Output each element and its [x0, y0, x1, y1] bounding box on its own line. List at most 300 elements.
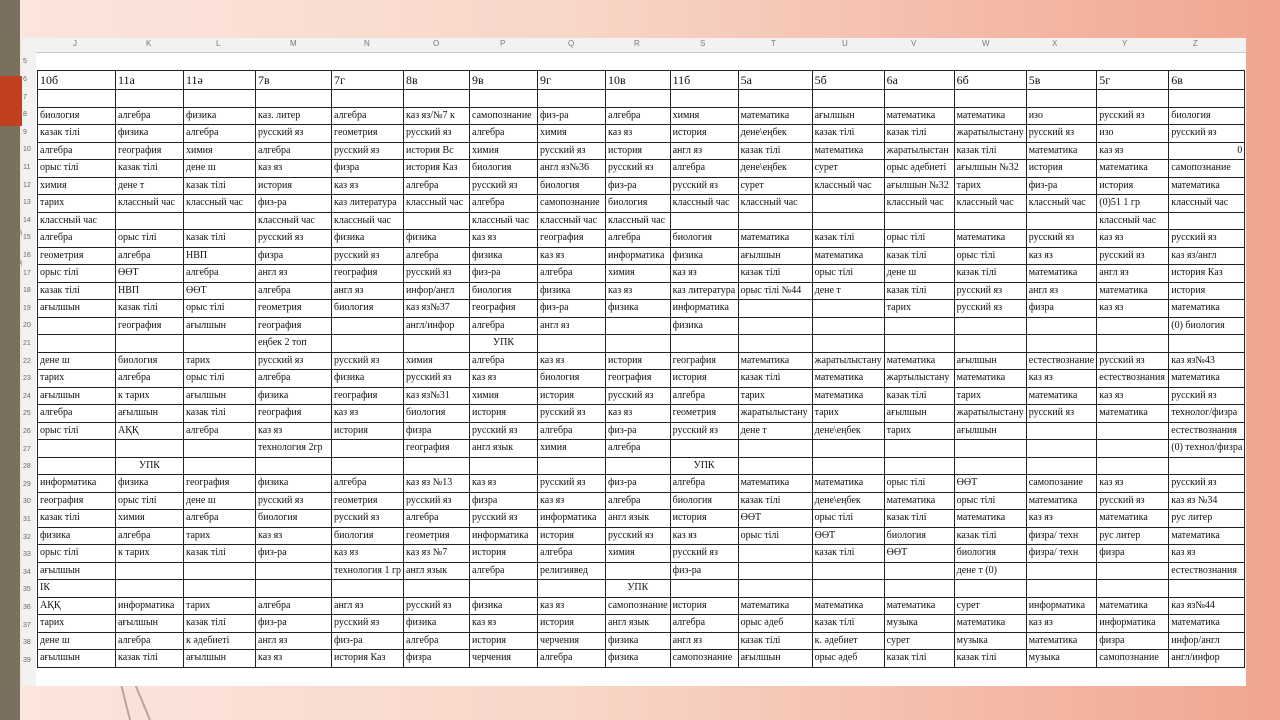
table-cell: физ-ра	[670, 562, 738, 580]
table-cell	[332, 440, 404, 458]
table-cell: история	[670, 597, 738, 615]
table-cell: черчения	[470, 650, 538, 668]
table-cell: геометрия	[332, 492, 404, 510]
table-cell: биология	[256, 510, 332, 528]
table-cell: классный час	[884, 195, 954, 213]
table-cell: дене т (0)	[954, 562, 1026, 580]
table-row	[38, 160, 1245, 178]
table-cell: англ яз	[332, 597, 404, 615]
table-cell: история	[606, 142, 671, 160]
table-row	[38, 632, 1245, 650]
table-cell: каз яз	[256, 422, 332, 440]
column-letter-U: U	[842, 39, 848, 48]
table-cell: алгебра	[38, 230, 116, 248]
table-cell: физика	[256, 387, 332, 405]
table-cell: казак тілі	[738, 632, 812, 650]
table-cell: география	[606, 370, 671, 388]
table-cell: каз яз	[256, 650, 332, 668]
table-cell: физра/ техн	[1026, 527, 1097, 545]
row-number: 22	[23, 357, 31, 365]
table-cell: математика	[812, 475, 884, 493]
table-cell	[1026, 335, 1097, 353]
table-cell: физра	[256, 247, 332, 265]
table-cell: физика	[404, 615, 470, 633]
table-cell: рус литер	[1097, 527, 1169, 545]
table-cell: англ язык	[404, 562, 470, 580]
table-cell: ӨӨТ	[884, 545, 954, 563]
table-cell: АҚҚ	[38, 597, 116, 615]
table-cell: музыка	[884, 615, 954, 633]
table-cell: классный час	[670, 195, 738, 213]
table-cell	[184, 457, 256, 475]
table-cell	[812, 212, 884, 230]
table-cell: история	[470, 632, 538, 650]
table-cell: информатика	[538, 510, 606, 528]
table-cell	[812, 440, 884, 458]
table-cell: англ/инфор	[1169, 650, 1245, 668]
table-cell	[670, 212, 738, 230]
table-cell: история	[1026, 160, 1097, 178]
table-cell: к тарих	[116, 387, 184, 405]
table-cell: классный час	[738, 195, 812, 213]
table-cell: русский яз	[332, 510, 404, 528]
table-cell: русский яз	[1097, 107, 1169, 125]
table-cell: каз. литер	[256, 107, 332, 125]
table-row	[38, 527, 1245, 545]
table-cell: алгебра	[606, 440, 671, 458]
column-letter-Z: Z	[1193, 39, 1198, 48]
table-cell: каз яз№43	[1169, 352, 1245, 370]
table-cell: русский яз	[954, 300, 1026, 318]
table-cell: технолог/физра	[1169, 405, 1245, 423]
table-cell: ағылшын	[184, 387, 256, 405]
table-cell: русский яз	[1026, 405, 1097, 423]
table-cell	[1097, 422, 1169, 440]
table-cell	[738, 212, 812, 230]
class-header-row	[38, 71, 1245, 90]
table-cell: химия	[606, 545, 671, 563]
table-cell: тарих	[884, 300, 954, 318]
table-cell: орыс тілі	[812, 265, 884, 283]
table-cell: русский яз	[1097, 352, 1169, 370]
column-letter-L: L	[216, 39, 221, 48]
table-cell: жаратылыстану	[954, 405, 1026, 423]
table-cell: сурет	[738, 177, 812, 195]
table-cell: каз яз/№7 к	[404, 107, 470, 125]
row-number: 6	[23, 76, 27, 83]
table-cell	[954, 457, 1026, 475]
table-cell: рус литер	[1169, 510, 1245, 528]
table-cell	[404, 335, 470, 353]
table-cell: ІК	[38, 580, 116, 598]
table-cell: русский яз	[470, 422, 538, 440]
table-cell: ӨӨТ	[954, 475, 1026, 493]
table-cell: англ язык	[606, 615, 671, 633]
table-cell: каз яз	[1026, 247, 1097, 265]
table-cell: казак тілі	[954, 265, 1026, 283]
table-cell: физ-ра	[470, 265, 538, 283]
table-cell	[884, 580, 954, 598]
table-cell: ағылшын	[884, 405, 954, 423]
class-header-cell: 7г	[332, 71, 404, 90]
table-cell: каз яз	[670, 527, 738, 545]
column-header-bar	[22, 38, 1246, 53]
table-cell: физ-ра	[256, 195, 332, 213]
table-cell	[1097, 580, 1169, 598]
table-cell: математика	[738, 230, 812, 248]
table-cell	[1026, 212, 1097, 230]
table-cell: физика	[470, 597, 538, 615]
table-cell: алгебра	[538, 545, 606, 563]
row-number: 29	[23, 480, 31, 488]
empty-cell	[116, 90, 184, 108]
table-cell: естествознания	[1097, 370, 1169, 388]
table-cell: каз яз	[538, 352, 606, 370]
table-row	[38, 475, 1245, 493]
table-cell: казак тілі	[738, 370, 812, 388]
table-cell: религиявед	[538, 562, 606, 580]
table-cell: физика	[470, 247, 538, 265]
table-cell: орыс тілі	[738, 527, 812, 545]
table-cell: тарих	[38, 615, 116, 633]
table-cell: физика	[606, 650, 671, 668]
table-cell: тарих	[38, 370, 116, 388]
table-cell: еңбек 2 топ	[256, 335, 332, 353]
table-cell: дене ш	[38, 352, 116, 370]
table-cell	[738, 545, 812, 563]
table-cell: алгебра	[38, 405, 116, 423]
table-cell: классный час	[470, 212, 538, 230]
empty-cell	[606, 90, 671, 108]
table-cell: алгебра	[184, 125, 256, 143]
table-cell: биология	[954, 545, 1026, 563]
row-number: 25	[23, 410, 31, 418]
table-cell: ӨӨТ	[738, 510, 812, 528]
empty-cell	[670, 90, 738, 108]
table-cell: биология	[470, 282, 538, 300]
table-cell: англ яз	[256, 632, 332, 650]
table-cell: химия	[470, 142, 538, 160]
table-cell: каз яз	[332, 405, 404, 423]
table-cell: физра	[1026, 300, 1097, 318]
table-cell: история	[256, 177, 332, 195]
table-cell: музыка	[1026, 650, 1097, 668]
table-cell: казак тілі	[116, 300, 184, 318]
table-cell: математика	[812, 370, 884, 388]
table-cell: физра	[404, 650, 470, 668]
table-cell: биология	[538, 177, 606, 195]
table-cell: ағылшын	[116, 405, 184, 423]
table-cell: каз яз	[1097, 387, 1169, 405]
table-cell: каз яз№31	[404, 387, 470, 405]
table-cell: казак тілі	[38, 510, 116, 528]
table-cell	[1026, 317, 1097, 335]
table-cell	[738, 335, 812, 353]
table-cell: алгебра	[184, 510, 256, 528]
table-cell	[332, 457, 404, 475]
table-cell: алгебра	[670, 475, 738, 493]
table-cell: алгебра	[538, 650, 606, 668]
table-cell	[1169, 212, 1245, 230]
table-cell: алгебра	[538, 422, 606, 440]
table-cell: математика	[1097, 282, 1169, 300]
table-cell: казак тілі	[812, 230, 884, 248]
table-row	[38, 422, 1245, 440]
table-cell: физика	[256, 475, 332, 493]
table-cell: англ язык	[606, 510, 671, 528]
table-cell: НВП	[116, 282, 184, 300]
row-number: 26	[23, 428, 31, 435]
table-cell	[404, 212, 470, 230]
table-cell: орыс тілі	[116, 230, 184, 248]
table-cell: физ-ра	[606, 422, 671, 440]
table-cell: казак тілі	[38, 125, 116, 143]
column-letter-N: N	[364, 39, 370, 48]
table-cell: ӨӨТ	[116, 265, 184, 283]
table-cell: алгебра	[184, 265, 256, 283]
table-cell: физра	[332, 160, 404, 178]
column-letter-P: P	[500, 39, 506, 48]
table-cell: казак тілі	[884, 510, 954, 528]
table-cell	[606, 335, 671, 353]
table-cell: дене\еңбек	[812, 422, 884, 440]
class-header-cell: 5в	[1026, 71, 1097, 90]
table-cell: дене\еңбек	[812, 492, 884, 510]
table-cell	[256, 457, 332, 475]
table-cell	[1097, 317, 1169, 335]
table-cell: география	[670, 352, 738, 370]
table-cell: алгебра	[670, 160, 738, 178]
table-cell: алгебра	[470, 317, 538, 335]
table-cell: русский яз	[332, 247, 404, 265]
table-cell: каз яз	[470, 475, 538, 493]
table-cell: тарих	[184, 352, 256, 370]
table-cell: классный час	[184, 195, 256, 213]
table-cell: физика	[116, 475, 184, 493]
table-cell: алгебра	[256, 282, 332, 300]
table-cell: история	[670, 510, 738, 528]
class-header-cell: 10в	[606, 71, 671, 90]
class-header-cell: 9в	[470, 71, 538, 90]
table-cell: физика	[184, 107, 256, 125]
table-cell	[116, 562, 184, 580]
table-cell: ағылшын №32	[884, 177, 954, 195]
table-cell: дене ш	[184, 160, 256, 178]
table-cell: самопознание	[470, 107, 538, 125]
table-cell	[332, 317, 404, 335]
table-cell: каз яз	[470, 230, 538, 248]
table-row	[38, 650, 1245, 668]
empty-cell	[184, 90, 256, 108]
column-letter-J: J	[73, 39, 77, 48]
table-cell	[184, 335, 256, 353]
table-cell: каз яз	[470, 615, 538, 633]
table-cell: русский яз	[332, 352, 404, 370]
table-cell: орыс тілі	[884, 230, 954, 248]
table-cell: алгебра	[470, 195, 538, 213]
table-cell: физика	[332, 370, 404, 388]
table-cell: орыс тілі	[38, 422, 116, 440]
table-cell: каз яз/англ	[1169, 247, 1245, 265]
table-cell: математика	[954, 107, 1026, 125]
empty-cell	[256, 90, 332, 108]
row-number: 20	[23, 322, 31, 330]
table-row	[38, 597, 1245, 615]
table-cell	[1026, 422, 1097, 440]
table-cell: физ-ра	[332, 632, 404, 650]
table-cell: классный час	[116, 195, 184, 213]
table-cell: физ-ра	[256, 615, 332, 633]
table-cell	[606, 457, 671, 475]
table-cell: химия	[404, 352, 470, 370]
table-cell: каз яз	[670, 265, 738, 283]
table-cell: физ-ра	[606, 177, 671, 195]
table-cell: англ яз	[332, 282, 404, 300]
table-cell: УПК	[470, 335, 538, 353]
row-number: 19	[23, 304, 31, 312]
table-cell: дене ш	[884, 265, 954, 283]
table-cell: ағылшын	[38, 300, 116, 318]
table-cell: англ яз№36	[538, 160, 606, 178]
table-cell: история Вс	[404, 142, 470, 160]
table-cell: казак тілі	[184, 177, 256, 195]
table-cell: каз яз №34	[1169, 492, 1245, 510]
table-cell: самопознание	[670, 650, 738, 668]
table-cell: казак тілі	[954, 142, 1026, 160]
class-header-cell: 6в	[1169, 71, 1245, 90]
table-cell: орыс тілі	[184, 300, 256, 318]
table-cell: география	[256, 405, 332, 423]
table-cell: алгебра	[116, 247, 184, 265]
table-cell: казак тілі	[812, 125, 884, 143]
table-cell: русский яз	[256, 492, 332, 510]
table-row	[38, 107, 1245, 125]
table-cell: каз яз	[606, 125, 671, 143]
table-cell	[1026, 562, 1097, 580]
table-cell	[1169, 335, 1245, 353]
table-cell: алгебра	[404, 510, 470, 528]
table-cell	[38, 317, 116, 335]
table-cell: геометрия	[38, 247, 116, 265]
table-row	[38, 352, 1245, 370]
class-header-cell: 5б	[812, 71, 884, 90]
table-cell: алгебра	[116, 107, 184, 125]
empty-cell	[954, 90, 1026, 108]
table-cell: геометрия	[332, 125, 404, 143]
table-cell: орыс тілі	[812, 510, 884, 528]
table-cell: информатика	[38, 475, 116, 493]
table-cell: химия	[470, 387, 538, 405]
table-cell	[116, 440, 184, 458]
empty-cell	[1097, 90, 1169, 108]
table-cell: информатика	[1097, 615, 1169, 633]
class-header-cell: 11ә	[184, 71, 256, 90]
row-number: 15	[23, 234, 31, 242]
table-cell: казак тілі	[184, 405, 256, 423]
table-cell: русский яз	[670, 422, 738, 440]
table-cell	[812, 580, 884, 598]
table-cell	[1097, 440, 1169, 458]
table-cell: русский яз	[606, 160, 671, 178]
table-cell: русский яз	[606, 387, 671, 405]
table-cell: жаратылыстану	[812, 352, 884, 370]
table-row	[38, 387, 1245, 405]
table-cell: математика	[1169, 527, 1245, 545]
table-cell: ағылшын	[184, 317, 256, 335]
table-row	[38, 195, 1245, 213]
table-cell: математика	[812, 597, 884, 615]
table-cell: (0)51 1 гр	[1097, 195, 1169, 213]
row-number: 12	[23, 181, 31, 189]
table-cell: география	[332, 387, 404, 405]
table-cell: англ яз	[670, 632, 738, 650]
table-cell: алгебра	[116, 632, 184, 650]
table-cell: казак тілі	[954, 527, 1026, 545]
table-row	[38, 510, 1245, 528]
table-cell: русский яз	[606, 527, 671, 545]
table-cell: технология 1 гр	[332, 562, 404, 580]
table-cell: сурет	[812, 160, 884, 178]
table-cell: ағылшын	[738, 247, 812, 265]
table-row	[38, 562, 1245, 580]
table-cell: алгебра	[38, 142, 116, 160]
table-cell: физика	[670, 317, 738, 335]
table-cell: математика	[1169, 300, 1245, 318]
table-row	[38, 317, 1245, 335]
table-cell: орыс тілі	[954, 492, 1026, 510]
table-cell	[884, 457, 954, 475]
table-cell: алгебра	[404, 632, 470, 650]
table-cell	[812, 335, 884, 353]
table-cell	[606, 317, 671, 335]
table-cell	[884, 440, 954, 458]
table-cell: геометрия	[670, 405, 738, 423]
table-cell: каз яз	[1097, 230, 1169, 248]
table-cell: казак тілі	[38, 282, 116, 300]
row-number: 7	[23, 93, 27, 101]
table-cell: каз яз	[606, 282, 671, 300]
table-cell: 0	[1169, 142, 1245, 160]
table-cell: казак тілі	[954, 650, 1026, 668]
table-cell: химия	[670, 107, 738, 125]
table-cell: самопозание	[1026, 475, 1097, 493]
table-cell: изо	[1026, 107, 1097, 125]
table-cell: орыс тілі	[184, 370, 256, 388]
table-cell: УПК	[606, 580, 671, 598]
table-cell: казак тілі	[184, 615, 256, 633]
table-cell	[184, 580, 256, 598]
table-cell	[116, 212, 184, 230]
table-cell: география	[116, 317, 184, 335]
table-cell	[1097, 335, 1169, 353]
table-cell: каз яз	[1026, 615, 1097, 633]
table-cell	[884, 212, 954, 230]
table-cell	[1026, 580, 1097, 598]
table-cell	[738, 562, 812, 580]
table-row	[38, 615, 1245, 633]
table-cell: химия	[184, 142, 256, 160]
table-cell: ағылшын	[38, 387, 116, 405]
row-number: 9	[23, 128, 27, 136]
table-cell: казак тілі	[738, 265, 812, 283]
table-cell: география	[404, 440, 470, 458]
table-cell: орыс әдеб	[812, 650, 884, 668]
table-cell: естествознания	[1169, 422, 1245, 440]
table-cell: история Каз	[404, 160, 470, 178]
row-number: 8	[23, 111, 27, 119]
row-number: 31	[23, 516, 31, 523]
table-cell: каз яз№37	[404, 300, 470, 318]
